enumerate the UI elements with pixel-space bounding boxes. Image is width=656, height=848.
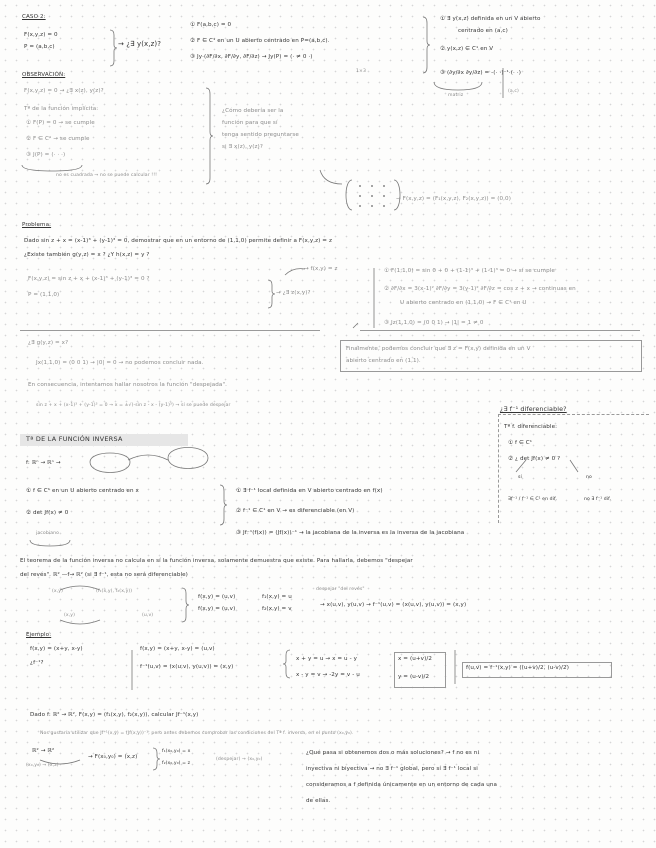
final-text-3: consideramos a f definida únicamente en un entorno de cada una: [306, 782, 498, 788]
inversa-jacobiano: jacobiano: [36, 531, 60, 536]
inversa-sys-3: f₁(x,y) = u: [262, 594, 292, 600]
caso-res-sub-2: (a,c): [508, 89, 519, 94]
inversa-cond-1: ① f ∈ C¹ en un U abierto centrado en x: [26, 488, 139, 494]
caso-sys-2: P = (a,b,c): [24, 44, 55, 50]
inversa-title: Tª DE LA FUNCIÓN INVERSA: [26, 435, 123, 443]
obs-line-5: ③ J(P) = (· · ·): [26, 152, 66, 158]
inversa-cond-2: ② det Jf(x) ≠ 0: [26, 510, 69, 516]
problema-consequence: En consecuencia, intentamos hallar nosotros la función "despejada".: [28, 382, 227, 388]
final-mid: (despejar) → (x₀,y₀): [216, 757, 263, 762]
inversa-result-2: ② f⁻¹ ∈ C¹ en V → es diferenciable (en V): [236, 508, 355, 514]
ejemplo-line-4: f⁻¹(u,v) = (x(u,v), y(u,v)) = (x,y): [140, 664, 234, 670]
side-line-3: ② ¿ det Jf(x) ≠ 0 ?: [508, 456, 561, 462]
obs-question-1: ¿Cómo debería ser la: [222, 108, 284, 114]
ejemplo-title: Ejemplo:: [26, 632, 52, 638]
final-map-1: ℝ² → ℝ²: [32, 748, 55, 754]
obs-line-4: ② F ∈ C¹ → se cumple: [26, 136, 90, 142]
final-head: Dado f: ℝ² → ℝ², F(x,y) = (f₁(x,y), f₂(x,y)), calcular Jf⁻¹(x,y): [30, 712, 199, 718]
problema-f-arrow: → f(x,y) = z: [304, 266, 338, 272]
diagram-node-4: (u,v): [142, 613, 154, 618]
final-text-1: ¿Qué pasa si obtenemos dos o más soluciones? → f no es ni: [306, 750, 480, 756]
side-yes-result: ∃f⁻¹ / f⁻¹ ∈ C¹ en dif.: [508, 497, 558, 502]
ejemplo-line-3: f(x,y) = (x+y, x-y) = (u,v): [140, 646, 215, 652]
inversa-sys-4: f₂(x,y) = v: [262, 606, 292, 612]
caso-cond-3: ③ Jy·(∂F/∂x, ∂F/∂y, ∂F/∂z) → Jy(P) = (· ≠ 0 ·): [190, 54, 313, 60]
problema-check-3: ③ Jz(1,1,0) = (0 0 1) → |1| = 1 ≠ 0: [384, 320, 484, 326]
problema-check-1: ① F(1,1,0) = sin 0 + 0 + (1-1)³ + (1-1)³ = 0 → sí se cumple: [384, 268, 555, 274]
final-text-4: de ellas.: [306, 798, 331, 804]
final-f: → F(x₀,y₀) = (x,z): [88, 754, 138, 760]
final-sys-1: f₁(x₀,y₀) = x: [162, 749, 191, 754]
obs-line-2: Tª de la función implícita:: [24, 106, 99, 112]
problema-g-jacobian: Jx(1,1,0) = (0 0 1) → |0| = 0 → no podemos concluir nada.: [36, 360, 204, 366]
problema-check-2b: U abierto centrado en (1,1,0) → F ∈ C¹ en U: [400, 300, 527, 306]
ejemplo-sol-2: y = (u-v)/2: [398, 674, 430, 680]
inversa-result-3: ③ Jf⁻¹(f(x)) = (Jf(x))⁻¹ → la jacobiana de la inversa es la inversa de la jacobiana: [236, 530, 465, 536]
diagram-node-3: (x,y): [64, 613, 75, 618]
inversa-sys-1: f(x,y) = (u,v): [198, 594, 236, 600]
caso-title: CASO 2:: [22, 14, 46, 20]
ejemplo-sys-1: x + y = u → x = u - y: [296, 656, 357, 662]
obs-note: no es cuadrada → no se puede calcular !!!: [56, 173, 158, 178]
obs-question-4: si ∃ x(z), y(z)?: [222, 144, 263, 150]
inversa-result: → x(u,v), y(u,v) → f⁻¹(u,v) = (x(u,v), y(u,v)) = (x,y): [320, 602, 467, 608]
problema-despeje: sin z + x + (x-1)³ + (y-1)³ = 0 → x = ±√(-sin z - x - (y-1)³) → sí se puede despejar: [36, 403, 231, 408]
ejemplo-line-2: ¿f⁻¹?: [30, 660, 44, 666]
problema-sys-1: F(x,y,z) = sin z + x + (x-1)³ + (y-1)³ = 0 ?: [28, 276, 150, 282]
caso-cond-2: ② F ∈ C¹ en un U abierto centrado en P=(a,b,c).: [190, 38, 330, 44]
obs-question-2: función para que sí: [222, 120, 278, 126]
problema-conclusion-2: abierto centrado en (1,1).: [346, 358, 421, 364]
final-map-2: (x₀,y₀) → (x,z): [26, 763, 59, 768]
caso-result-1: ① ∃ y(x,z) definida en un V abierto: [440, 16, 541, 22]
problema-text-1: Dado sin z + x = (x-1)³ + (y-1)³ = 0, demostrar que en un entorno de (1,1,0) permite definir a F(x,y,z) = z: [24, 238, 333, 244]
side-line-2: ① f ∈ C¹: [508, 440, 533, 446]
inversa-result-1: ① ∃ f⁻¹ local definida en V abierto centrado en f(x): [236, 488, 383, 494]
inversa-theorem-2: del revés". ℝ² —f→ ℝ² (si ∃ f⁻¹, esta no será diferenciable): [20, 572, 188, 578]
conclusion-box: [340, 340, 642, 372]
problema-conclusion-1: Finalmente, podemos concluir que ∃ z = F(x,y) definida en un V: [346, 346, 531, 352]
obs-line-1: F(x,y,z) = 0 → ¿∃ x(z), y(z)?: [24, 88, 104, 94]
ejemplo-line-1: f(x,y) = (x+y, x-y): [30, 646, 83, 652]
final-note: Nos gustaría utilizar que Jf⁻¹(x,y) = (Jf(x,y))⁻¹, pero antes debemos comprobar las condiciones del Tª f. inversa, en el punto (x₀,y₀).: [40, 731, 354, 736]
diagram-node-2: (f₁(x,y), f₂(x,y)): [96, 589, 133, 594]
side-title: ¿∃ f⁻¹ diferenciable?: [500, 405, 567, 413]
problema-check-2: ② ∂F/∂x = 3(x-1)² ∂F/∂y = 3(y-1)² ∂F/∂z = cos z + x → continuas en: [384, 286, 576, 292]
problema-text-2: ¿Existe también g(y,z) = x ? ¿Y h(x,z) = y ?: [24, 252, 150, 258]
inversa-sys-2: f(x,y) = (u,v): [198, 606, 236, 612]
caso-sys-1: F(x,y,z) = 0: [24, 32, 58, 38]
inversa-despejar: despejar "del revés": [316, 587, 365, 592]
final-text-2: inyectiva ni biyectiva → no ∃ f⁻¹ global, pero sí ∃ f⁻¹ local si: [306, 766, 478, 772]
inversa-theorem-1: El teorema de la función inversa no calcula en sí la función inversa, solamente demuestra que existe. Para hallarla, debemos "despejar: [20, 558, 413, 564]
divider: [20, 330, 320, 331]
caso-cond-1: ① F(a,b,c) = 0: [190, 22, 232, 28]
divider: [360, 330, 640, 331]
diagram-node-1: (x,y): [52, 589, 63, 594]
caso-res-sub-1: matriz: [448, 93, 464, 98]
side-no-result: no ∃ f⁻¹ dif.: [584, 497, 612, 502]
side-no: no: [586, 475, 592, 480]
side-yes: sí: [518, 475, 522, 480]
ejemplo-result: f(u,v) = f⁻¹(x,y) = ((u+v)/2, (u-v)/2): [466, 665, 569, 671]
ejemplo-sol-1: x = (u+v)/2: [398, 656, 433, 662]
problema-sys-2: P = (1,1,0): [28, 292, 60, 298]
caso-result-3: ③ (∂y/∂x ∂y/∂z) = -(· ·)⁻¹·(· ·): [440, 70, 521, 76]
ejemplo-sys-2: x - y = v → -2y = v - u: [296, 672, 360, 678]
problema-g-question: ¿∃ g(y,z) = x?: [28, 340, 69, 346]
side-line-1: Tª f. diferenciable:: [504, 424, 558, 430]
final-sys-2: f₂(x₀,y₀) = z: [162, 761, 191, 766]
obs-question-3: tenga sentido preguntarse: [222, 132, 299, 138]
obs-title: OBSERVACIÓN:: [22, 72, 66, 78]
caso-cond-sub: 1×3: [356, 69, 366, 74]
caso-question: → ¿∃ y(x,z)?: [118, 40, 162, 48]
problema-question: → ¿∃ z(x,y)?: [276, 290, 311, 296]
problema-title: Problema:: [22, 222, 52, 228]
inversa-map: f: ℝⁿ → ℝⁿ →: [26, 460, 61, 466]
obs-result: → F(x,y,z) = (F₁(x,y,z), F₂(x,y,z)) = (0,0): [396, 196, 512, 202]
caso-result-2: ② y(x,z) ∈ C¹ en V: [440, 46, 494, 52]
obs-line-3: ① F(P) = 0 → se cumple: [26, 120, 95, 126]
caso-result-1b: centrado en (a,c): [458, 28, 508, 34]
